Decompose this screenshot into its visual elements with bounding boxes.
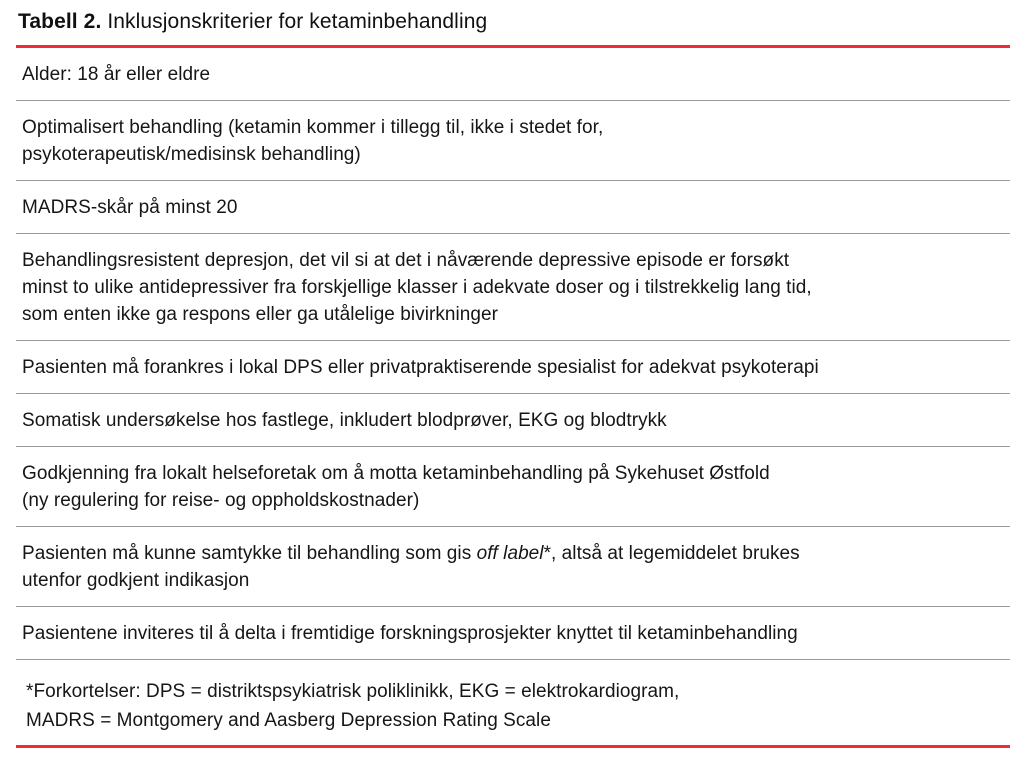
row-line xyxy=(22,540,1010,567)
table-row xyxy=(16,181,1010,233)
footnote-line: MADRS = Montgomery and Aasberg Depression Rating Scale xyxy=(26,710,551,731)
row-line: utenfor godkjent indikasjon xyxy=(22,570,250,591)
table-row xyxy=(16,394,1010,446)
row-line: Optimalisert behandling (ketamin kommer i tillegg til, ikke i stedet for, xyxy=(22,117,604,138)
row-line: Godkjenning fra lokalt helseforetak om å motta ketaminbehandling på Sykehuset Østfold xyxy=(22,463,770,484)
off-label-emphasis: off label xyxy=(476,543,544,564)
row-line: psykoterapeutisk/medisinsk behandling) xyxy=(22,144,361,165)
row-line: som enten ikke ga respons eller ga utålelige bivirkninger xyxy=(22,304,499,325)
row-line: MADRS-skår på minst 20 xyxy=(22,197,238,218)
row-line: Pasienten må forankres i lokal DPS eller privatpraktiserende spesialist for adekvat psykoterapi xyxy=(22,357,819,378)
row-line-pre: Pasienten må kunne samtykke til behandling som gis xyxy=(22,543,477,564)
criteria-list xyxy=(16,48,1010,660)
row-line: (ny regulering for reise- og oppholdskostnader) xyxy=(22,490,420,511)
row-line: minst to ulike antidepressiver fra forskjellige klasser i adekvate doser og i tilstrekkelig lang tid, xyxy=(22,277,812,298)
row-line: Alder: 18 år eller eldre xyxy=(22,64,211,85)
table-caption-label: Tabell 2. xyxy=(18,10,102,33)
bottom-red-rule xyxy=(16,745,1010,748)
table-caption xyxy=(16,0,1010,35)
table-row xyxy=(16,341,1010,393)
table-row xyxy=(16,48,1010,100)
table-footnote xyxy=(16,660,1010,735)
table-row xyxy=(16,101,1010,180)
table-row xyxy=(16,234,1010,340)
table-row xyxy=(16,607,1010,659)
table-row xyxy=(16,447,1010,526)
row-line: Somatisk undersøkelse hos fastlege, inkludert blodprøver, EKG og blodtrykk xyxy=(22,410,667,431)
row-line: Pasientene inviteres til å delta i fremtidige forskningsprosjekter knyttet til ketaminbehandling xyxy=(22,623,798,644)
table-row xyxy=(16,527,1010,606)
table-caption-text: Inklusjonskriterier for ketaminbehandling xyxy=(107,10,488,33)
bottom-rule-wrap xyxy=(16,745,1010,748)
row-line: Behandlingsresistent depresjon, det vil si at det i nåværende depressive episode er forsøkt xyxy=(22,250,790,271)
row-line-post: *, altså at legemiddelet brukes xyxy=(543,543,800,564)
footnote-line: *Forkortelser: DPS = distriktspsykiatrisk poliklinikk, EKG = elektrokardiogram, xyxy=(26,681,680,702)
